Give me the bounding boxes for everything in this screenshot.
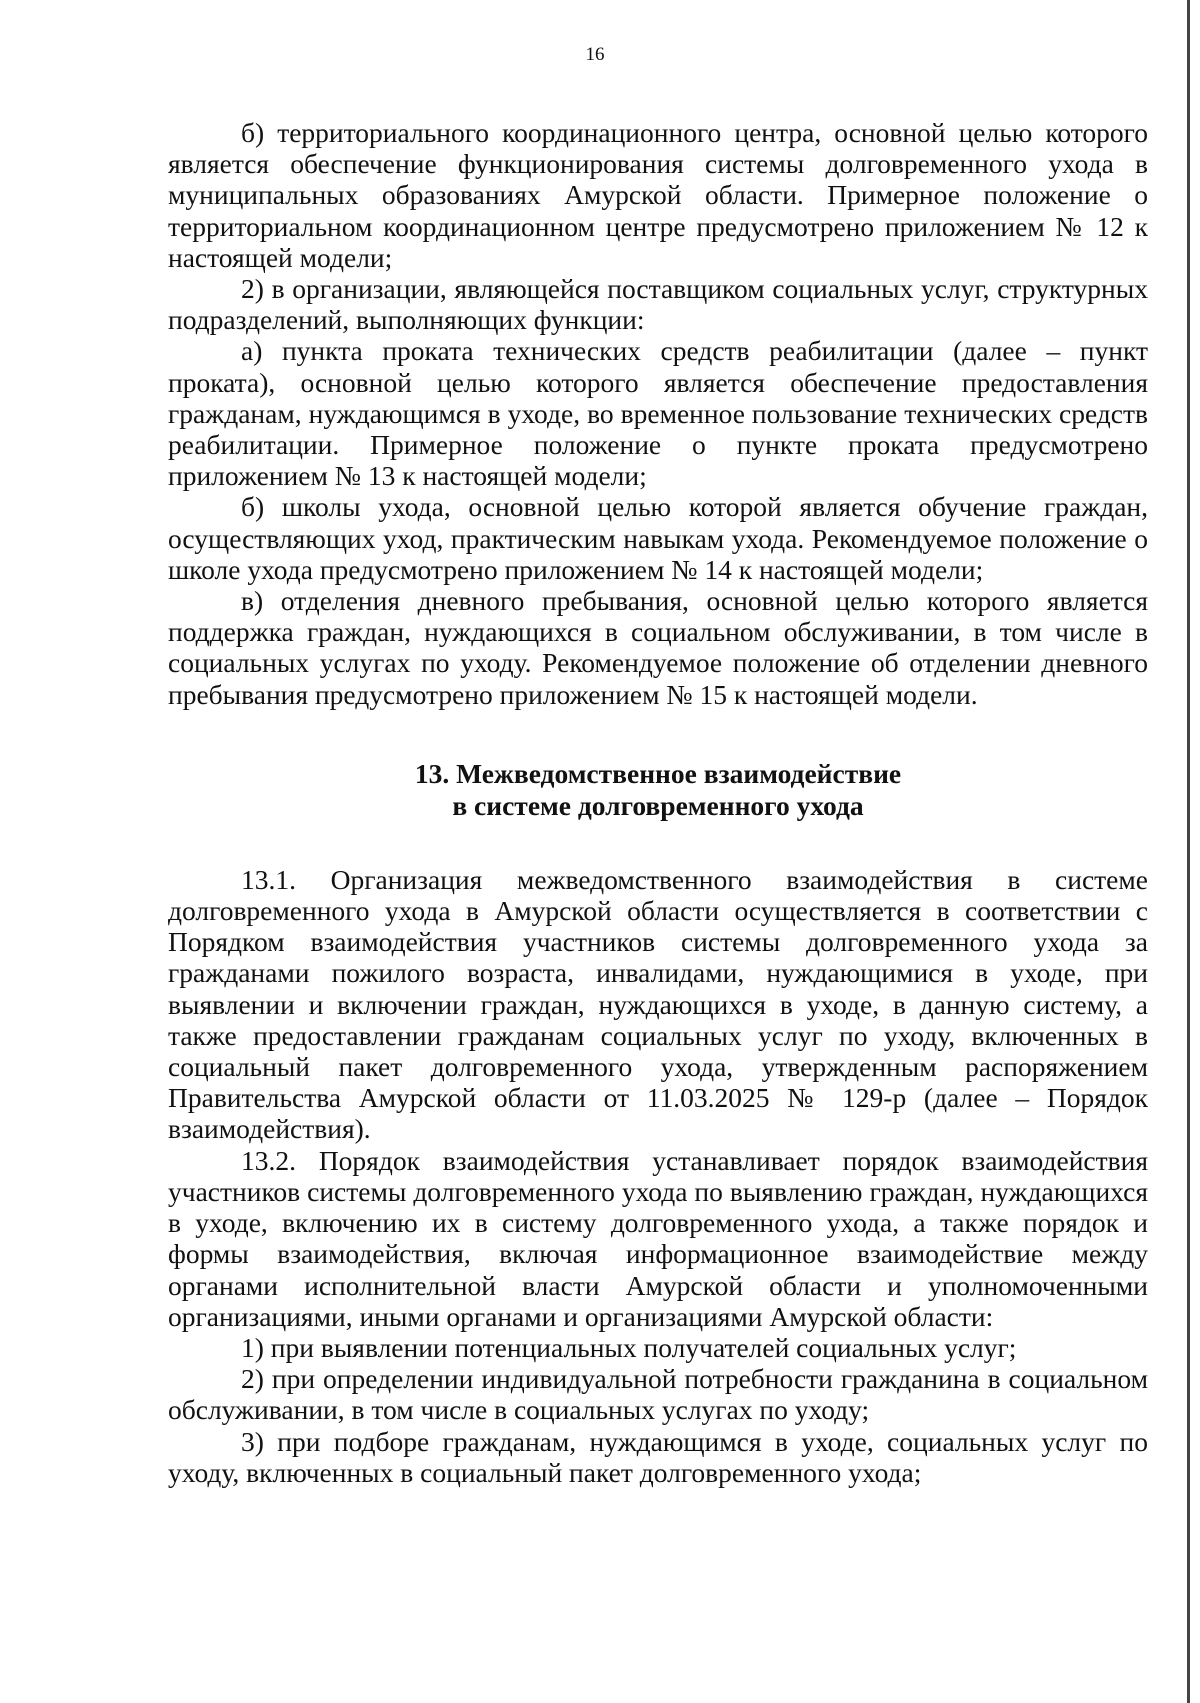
section-13-title [168, 758, 1148, 822]
paragraph-13-2: 13.2. Порядок взаимодействия устанавливает порядок взаимодействия участников системы долговременного ухода по выявлению граждан, нуждающихся в уходе, включению их в систему долговременного ухода, а также порядок и формы взаимодействия, включая информационное взаимодействие между органами исполнительной власти Амурской области и уполномоченными организациями, иными органами и организациями Амурской области: [168, 1144, 1148, 1332]
section-title-line-2: в системе долговременного ухода [452, 789, 864, 821]
paragraph-b-care-school: б) школы ухода, основной целью которой является обучение граждан, осуществляющих уход, практическим навыкам ухода. Рекомендуемое положение о школе ухода предусмотрено приложением № 14 к настоящей модели; [168, 491, 1148, 585]
paragraph-a-rental-point: а) пункта проката технических средств реабилитации (далее – пункт проката), основной целью которого является обеспечение предоставления гражданам, нуждающимся в уходе, во временное пользование технических средств реабилитации. Примерное положение о пункте проката предусмотрено приложением № 13 к настоящей модели; [168, 335, 1148, 492]
list-item-1: 1) при выявлении потенциальных получателей социальных услуг; [241, 1331, 1017, 1363]
list-item-2: 2) при определении индивидуальной потребности гражданина в социальном обслуживании, в том числе в социальных услугах по уходу; [168, 1363, 1148, 1426]
paragraph-v-day-care: в) отделения дневного пребывания, основной целью которого является поддержка граждан, нуждающихся в социальном обслуживании, в том числе в социальных услугах по уходу. Рекомендуемое положение об отделении дневного пребывания предусмотрено приложением № 15 к настоящей модели. [168, 585, 1148, 710]
paragraph-2-organization-units: 2) в организации, являющейся поставщиком социальных услуг, структурных подразделений, выполняющих функции: [168, 273, 1148, 336]
page-content [168, 117, 1148, 1488]
list-item-3: 3) при подборе гражданам, нуждающимся в уходе, социальных услуг по уходу, включенных в социальный пакет долговременного ухода; [168, 1425, 1148, 1488]
section-title-line-1: 13. Межведомственное взаимодействие [414, 757, 902, 789]
page-number: 16 [585, 44, 605, 65]
paragraph-13-1: 13.1. Организация межведомственного взаимодействия в системе долговременного ухода в Амурской области осуществляется в соответствии с Порядком взаимодействия участников системы долговременного ухода за гражданами пожилого возраста, инвалидами, нуждающимися в уходе, при выявлении и включении граждан, нуждающихся в уходе, в данную систему, а также предоставлении гражданам социальных услуг по уходу, включенных в социальный пакет долговременного ухода, утвержденным распоряжением Правительства Амурской области от 11.03.2025 № 129-р (далее – Порядок взаимодействия). [168, 863, 1148, 1145]
paragraph-b-territorial-center: б) территориального координационного центра, основной целью которого является обеспечение функционирования системы долговременного ухода в муниципальных образованиях Амурской области. Примерное положение о территориальном координационном центре предусмотрено приложением № 12 к настоящей модели; [168, 117, 1148, 273]
